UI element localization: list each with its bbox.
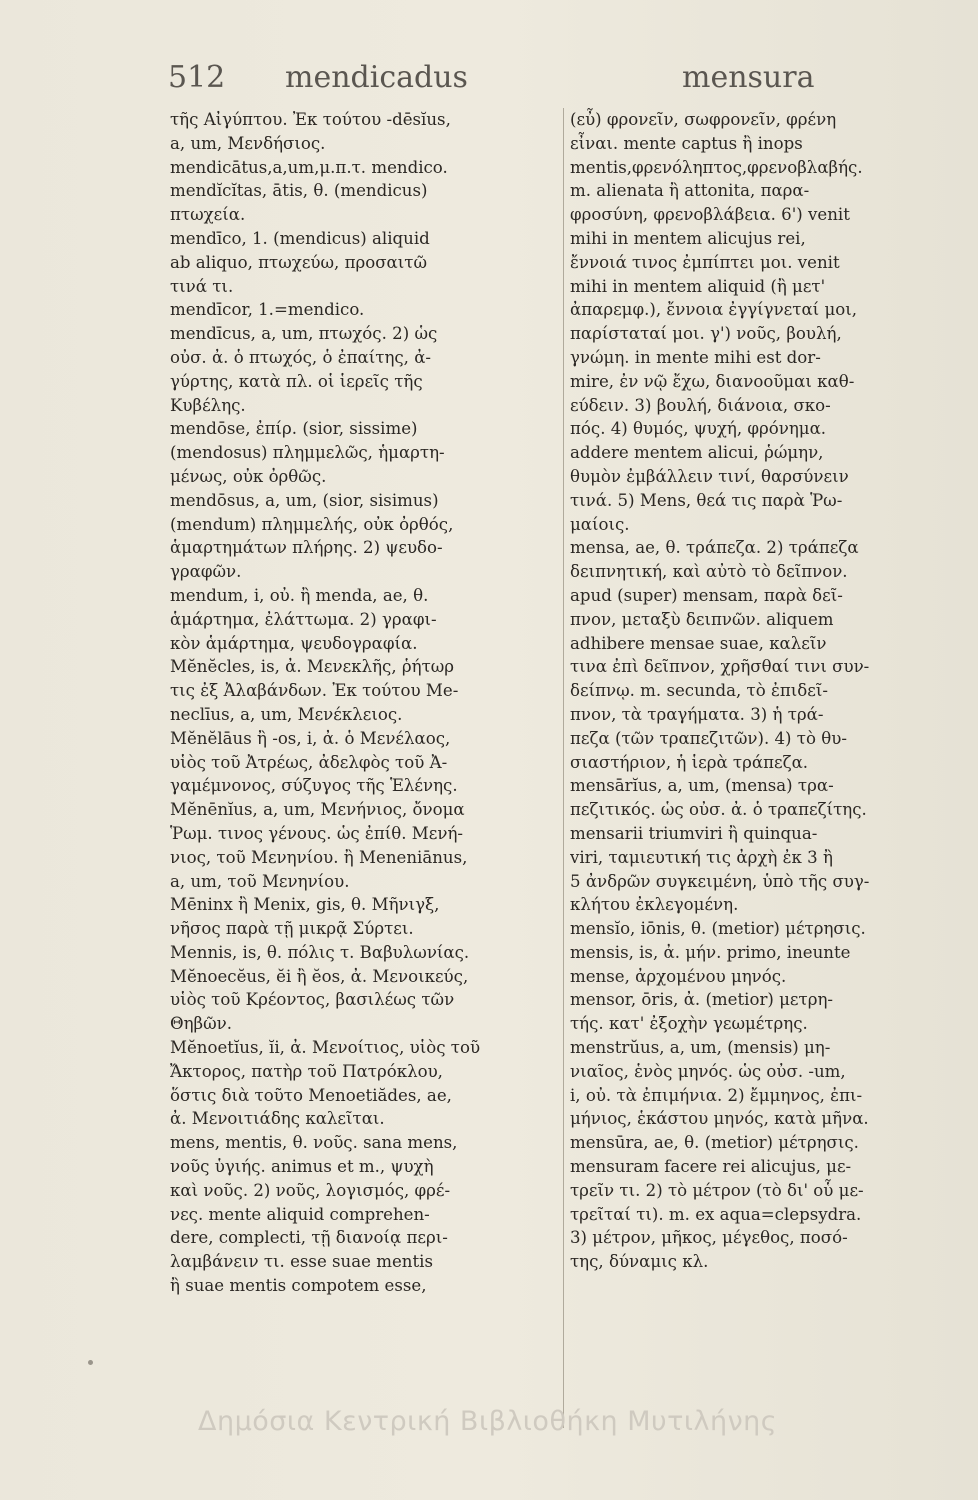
text-line: ὅστις διὰ τοῦτο Menoetiădes, ae,: [170, 1085, 452, 1105]
text-line: i, οὐ. τὰ ἐπιμήνια. 2) ἔμμηνος, ἐπι-: [570, 1085, 863, 1105]
text-line: τής. κατ' ἐξοχὴν γεωμέτρης.: [570, 1014, 808, 1034]
text-line: νοῦς ὑγιής. animus et m., ψυχὴ: [170, 1157, 434, 1177]
text-line: γραφῶν.: [170, 562, 242, 582]
text-line: σιαστήριον, ἡ ἱερὰ τράπεζα.: [570, 752, 809, 772]
text-line: mensa, ae, θ. τράπεζα. 2) τράπεζα: [570, 538, 859, 558]
column-divider: [563, 108, 564, 1428]
text-line: παρίσταταί μοι. γ') νοῦς, βουλή,: [570, 324, 842, 344]
text-line: τρεῖταί τι). m. ex aqua=clepsydra.: [570, 1204, 862, 1224]
text-line: mendīcor, 1.=mendico.: [170, 300, 365, 320]
text-line: κὸν ἁμάρτημα, ψευδογραφία.: [170, 633, 418, 653]
running-head-right: mensura: [682, 60, 815, 95]
text-line: τρεῖν τι. 2) τὸ μέτρον (τὸ δι' οὗ με-: [570, 1180, 864, 1200]
text-line: Κυβέλης.: [170, 395, 246, 415]
text-line: (mendosus) πλημμελῶς, ἡμαρτη-: [170, 443, 445, 463]
text-line: καὶ νοῦς. 2) νοῦς, λογισμός, φρέ-: [170, 1180, 451, 1200]
text-line: mire, ἐν νῷ ἔχω, διανοοῦμαι καθ-: [570, 371, 855, 391]
text-line: mihi in mentem aliquid (ἢ μετ': [570, 276, 826, 296]
text-line: πεζιτικός. ὡς οὐσ. ἀ. ὁ τραπεζίτης.: [570, 800, 867, 820]
text-line: viri, ταμιευτική τις ἀρχὴ ἐκ 3 ἢ: [570, 847, 833, 867]
text-line: υἱὸς τοῦ Ἀτρέως, ἀδελφὸς τοῦ Ἀ-: [170, 752, 448, 772]
library-watermark: Δημόσια Κεντρική Βιβλιοθήκη Μυτιλήνης: [198, 1406, 778, 1437]
text-line: φροσύνη, φρενοβλάβεια. 6') venit: [570, 205, 850, 225]
text-line: (εὖ) φρονεῖν, σωφρονεῖν, φρένη: [570, 110, 837, 129]
text-line: γνώμη. in mente mihi est dor-: [570, 347, 821, 367]
text-line: πός. 4) θυμός, ψυχή, φρόνημα.: [570, 419, 827, 439]
text-line: ἀπαρεμφ.), ἔννοια ἐγγίγνεταί μοι,: [570, 300, 857, 320]
text-line: ἀ. Μενοιτιάδης καλεῖται.: [170, 1109, 385, 1129]
text-line: mentis,φρενόληπτος,φρενοβλαβής.: [570, 157, 863, 177]
text-line: Mĕnĕlāus ἢ -os, i, ἀ. ὁ Μενέλαος,: [170, 728, 451, 748]
text-line: τινά τι.: [170, 276, 234, 296]
text-line: νες. mente aliquid comprehen-: [170, 1204, 430, 1224]
text-line: 5 ἀνδρῶν συγκειμένη, ὑπὸ τῆς συγ-: [570, 871, 870, 891]
text-line: νιαῖος, ἑνὸς μηνός. ὡς οὐσ. -um,: [570, 1061, 846, 1081]
text-line: mendōsus, a, um, (sior, sisimus): [170, 490, 439, 510]
page-number: 512: [168, 60, 226, 95]
text-line: ἁμάρτημα, ἐλάττωμα. 2) γραφι-: [170, 609, 437, 629]
text-line: dere, complecti, τῇ διανοίᾳ περι-: [170, 1228, 448, 1248]
text-line: a, um, Μενδήσιος.: [170, 133, 326, 153]
text-line: λαμβάνειν τι. esse suae mentis: [170, 1252, 433, 1272]
text-line: θυμὸν ἐμβάλλειν τινί, θαρσύνειν: [570, 466, 849, 486]
text-line: ab aliquo, πτωχεύω, προσαιτῶ: [170, 252, 427, 272]
text-line: mendĭcĭtas, ātis, θ. (mendicus): [170, 181, 428, 201]
text-line: mense, ἀρχομένου μηνός.: [570, 966, 787, 986]
text-line: πεζα (τῶν τραπεζιτῶν). 4) τὸ θυ-: [570, 728, 847, 748]
text-line: m. alienata ἢ attonita, παρα-: [570, 181, 810, 201]
text-line: mensĭo, iōnis, θ. (metior) μέτρησις.: [570, 919, 866, 939]
text-line: μήνιος, ἑκάστου μηνός, κατὰ μῆνα.: [570, 1109, 869, 1129]
text-line: δειπνητική, καὶ αὐτὸ τὸ δεῖπνον.: [570, 562, 848, 582]
text-line: apud (super) mensam, παρὰ δεῖ-: [570, 585, 843, 605]
ink-spot: [88, 1360, 93, 1365]
text-line: 3) μέτρον, μῆκος, μέγεθος, ποσό-: [570, 1228, 848, 1248]
text-line: mendicātus,a,um,μ.π.τ. mendico.: [170, 157, 448, 177]
text-line: mensuram facere rei alicujus, με-: [570, 1157, 852, 1177]
text-line: εύδειν. 3) βουλή, διάνοια, σκο-: [570, 395, 831, 415]
text-line: ἁμαρτημάτων πλήρης. 2) ψευδο-: [170, 538, 443, 558]
text-line: Mennis, is, θ. πόλις τ. Βαβυλωνίας.: [170, 942, 470, 962]
text-line: Mĕnoecĕus, ĕi ἢ ĕos, ἀ. Μενοικεύς,: [170, 966, 469, 986]
text-line: addere mentem alicui, ῥώμην,: [570, 443, 824, 463]
text-line: κλήτου ἐκλεγομένη.: [570, 895, 739, 915]
text-line: mensor, ōris, ἀ. (metior) μετρη-: [570, 990, 833, 1010]
text-line: πνον, τὰ τραγήματα. 3) ἡ τρά-: [570, 704, 824, 724]
text-line: ἔννοιά τινος ἐμπίπτει μοι. venit: [570, 252, 840, 272]
text-line: ἢ suae mentis compotem esse,: [170, 1276, 427, 1296]
text-line: Θηβῶν.: [170, 1014, 233, 1034]
text-line: πτωχεία.: [170, 205, 246, 225]
text-line: a, um, τοῦ Μενηνίου.: [170, 871, 350, 891]
text-line: mens, mentis, θ. νοῦς. sana mens,: [170, 1133, 458, 1153]
text-line: υἱὸς τοῦ Κρέοντος, βασιλέως τῶν: [170, 990, 455, 1010]
text-line: Mĕnĕcles, is, ἀ. Μενεκλῆς, ῥήτωρ: [170, 657, 455, 677]
text-line: Mēninx ἢ Menix, gis, θ. Μῆνιγξ,: [170, 895, 440, 915]
left-column: [170, 108, 558, 1298]
text-line: Mĕnoetĭus, ĭi, ἀ. Μενοίτιος, υἱὸς τοῦ: [170, 1038, 481, 1058]
text-line: mensūra, ae, θ. (metior) μέτρησις.: [570, 1133, 859, 1153]
text-line: mendīcus, a, um, πτωχός. 2) ὡς: [170, 324, 438, 344]
text-line: Ἄκτορος, πατὴρ τοῦ Πατρόκλου,: [170, 1061, 443, 1081]
text-line: adhibere mensae suae, καλεῖν: [570, 633, 827, 653]
text-line: mensarii triumviri ἢ quinqua-: [570, 823, 818, 843]
running-head-left: mendicadus: [285, 60, 468, 95]
page-header: [0, 56, 978, 104]
right-column: [570, 108, 938, 1274]
text-line: mendōse, ἐπίρ. (sior, sissime): [170, 419, 418, 439]
text-line: εἶναι. mente captus ἢ inops: [570, 133, 803, 153]
text-line: neclīus, a, um, Μενέκλειος.: [170, 704, 403, 724]
text-line: τινά. 5) Mens, θεά τις παρὰ Ῥω-: [570, 490, 843, 510]
text-line: mendīco, 1. (mendicus) aliquid: [170, 228, 430, 248]
text-line: δείπνῳ. m. secunda, τὸ ἐπιδεῖ-: [570, 681, 828, 701]
text-line: mihi in mentem alicujus rei,: [570, 228, 806, 248]
text-line: Mĕnēnĭus, a, um, Μενήνιος, ὄνομα: [170, 800, 465, 820]
text-line: πνον, μεταξὺ δειπνῶν. aliquem: [570, 609, 834, 629]
text-line: νιος, τοῦ Μενηνίου. ἢ Meneniānus,: [170, 847, 468, 867]
text-line: Ῥωμ. τινος γένους. ὡς ἐπίθ. Μενή-: [170, 823, 464, 843]
text-line: mensārĭus, a, um, (mensa) τρα-: [570, 776, 834, 796]
text-line: νῆσος παρὰ τῇ μικρᾷ Σύρτει.: [170, 919, 414, 939]
text-line: μαίοις.: [570, 514, 630, 534]
text-line: τινα ἐπὶ δεῖπνον, χρῆσθαί τινι συν-: [570, 657, 870, 677]
text-line: οὐσ. ἀ. ὁ πτωχός, ὁ ἐπαίτης, ἀ-: [170, 347, 432, 367]
text-line: γαμέμνονος, σύζυγος τῆς Ἑλένης.: [170, 776, 458, 796]
text-line: menstrŭus, a, um, (mensis) μη-: [570, 1038, 831, 1058]
text-line: τῆς Αἰγύπτου. Ἐκ τούτου -dēsĭus,: [170, 110, 451, 129]
text-line: της, δύναμις κλ.: [570, 1252, 709, 1272]
text-line: μένως, οὐκ ὀρθῶς.: [170, 466, 327, 486]
text-line: mendum, i, οὐ. ἢ menda, ae, θ.: [170, 585, 429, 605]
text-line: τις ἐξ Ἀλαβάνδων. Ἐκ τούτου Me-: [170, 681, 459, 701]
text-line: mensis, is, ἀ. μήν. primo, ineunte: [570, 942, 851, 962]
text-line: (mendum) πλημμελής, οὐκ ὀρθός,: [170, 514, 454, 534]
text-line: γύρτης, κατὰ πλ. οἱ ἱερεῖς τῆς: [170, 371, 423, 391]
